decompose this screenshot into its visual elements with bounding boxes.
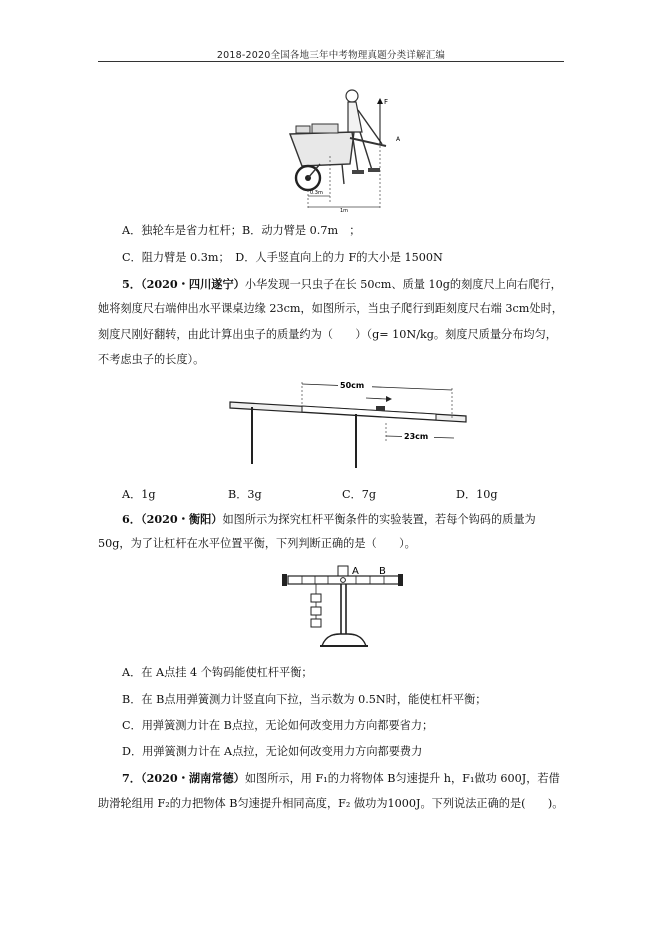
point-a-mark: A (352, 566, 359, 577)
q5-line1 (122, 277, 562, 292)
q7-line1 (122, 771, 560, 786)
ruler-length-label: 50cm (340, 381, 365, 390)
q6-option-d: D．用弹簧测力计在 A点拉，无论如何改变用力方向都要费力 (122, 745, 423, 758)
q5-option-c: C．7g (342, 488, 377, 501)
q6-text1: 如图所示为探究杠杆平衡条件的实验装置，若每个钩码的质量为 (222, 513, 536, 526)
overhang-label: 23cm (404, 432, 429, 441)
q5-option-a: A．1g (122, 488, 156, 501)
q6-source: （2020・衡阳） (140, 512, 223, 526)
q6-option-c: C．用弹簧测力计在 B点拉，无论如何改变用力方向都要省力； (122, 719, 434, 732)
point-b-mark: B (379, 566, 386, 577)
q5-source: （2020・四川遂宁） (140, 277, 245, 291)
arm-1m-label: 1m (340, 208, 349, 214)
q7-source: （2020・湖南常德） (140, 771, 245, 785)
page-header: 2018-2020全国各地三年中考物理真题分类详解汇编 (216, 50, 446, 61)
q5-number: 5． (122, 277, 141, 291)
ruler-figure (226, 376, 470, 472)
q6-option-a: A．在 A点挂 4 个钩码能使杠杆平衡； (122, 666, 313, 679)
lever-figure (282, 562, 410, 658)
q6-option-b: B．在 B点用弹簧测力计竖直向下拉，当示数为 0.5N时，能使杠杆平衡； (122, 693, 487, 706)
q5-option-b: B．3g (228, 488, 262, 501)
header-rule (98, 61, 564, 62)
point-a-label: A (396, 136, 401, 143)
q7-line2: 助滑轮组用 F₂的力把物体 B匀速提升相同高度，F₂ 做功为1000J。下列说法正确的是( )。 (98, 797, 564, 810)
q5-text1: 小华发现一只虫子在长 50cm、质量 10g的刻度尺上向右爬行， (244, 278, 562, 291)
q6-line2: 50g，为了让杠杆在水平位置平衡，下列判断正确的是（ ）。 (98, 537, 416, 550)
q5-line2: 她将刻度尺右端伸出水平课桌边缘 23cm，如图所示，当虫子爬行到距刻度尺右端 3cm处时， (98, 302, 563, 315)
q7-number: 7． (122, 771, 141, 785)
q5-line4: 不考虑虫子的长度）。 (98, 353, 205, 366)
arm-03m-label: 0.3m (310, 190, 323, 196)
q4-options-line2: C．阻力臂是 0.3m； D．人手竖直向上的力 F的大小是 1500N (122, 251, 443, 264)
q6-number: 6． (122, 512, 141, 526)
q7-text1: 如图所示，用 F₁的力将物体 B匀速提升 h，F₁做功 600J，若借 (244, 772, 560, 785)
q4-options-line1: A．独轮车是省力杠杆；B．动力臂是 0.7m ； (122, 224, 361, 237)
q5-option-d: D．10g (456, 488, 498, 501)
wheelbarrow-figure (282, 86, 412, 216)
q6-line1 (122, 512, 536, 527)
q5-line3: 刻度尺刚好翻转，由此计算出虫子的质量约为（ ）（g= 10N/kg。刻度尺质量分布均匀， (98, 328, 557, 341)
force-f-label: F (384, 98, 389, 106)
